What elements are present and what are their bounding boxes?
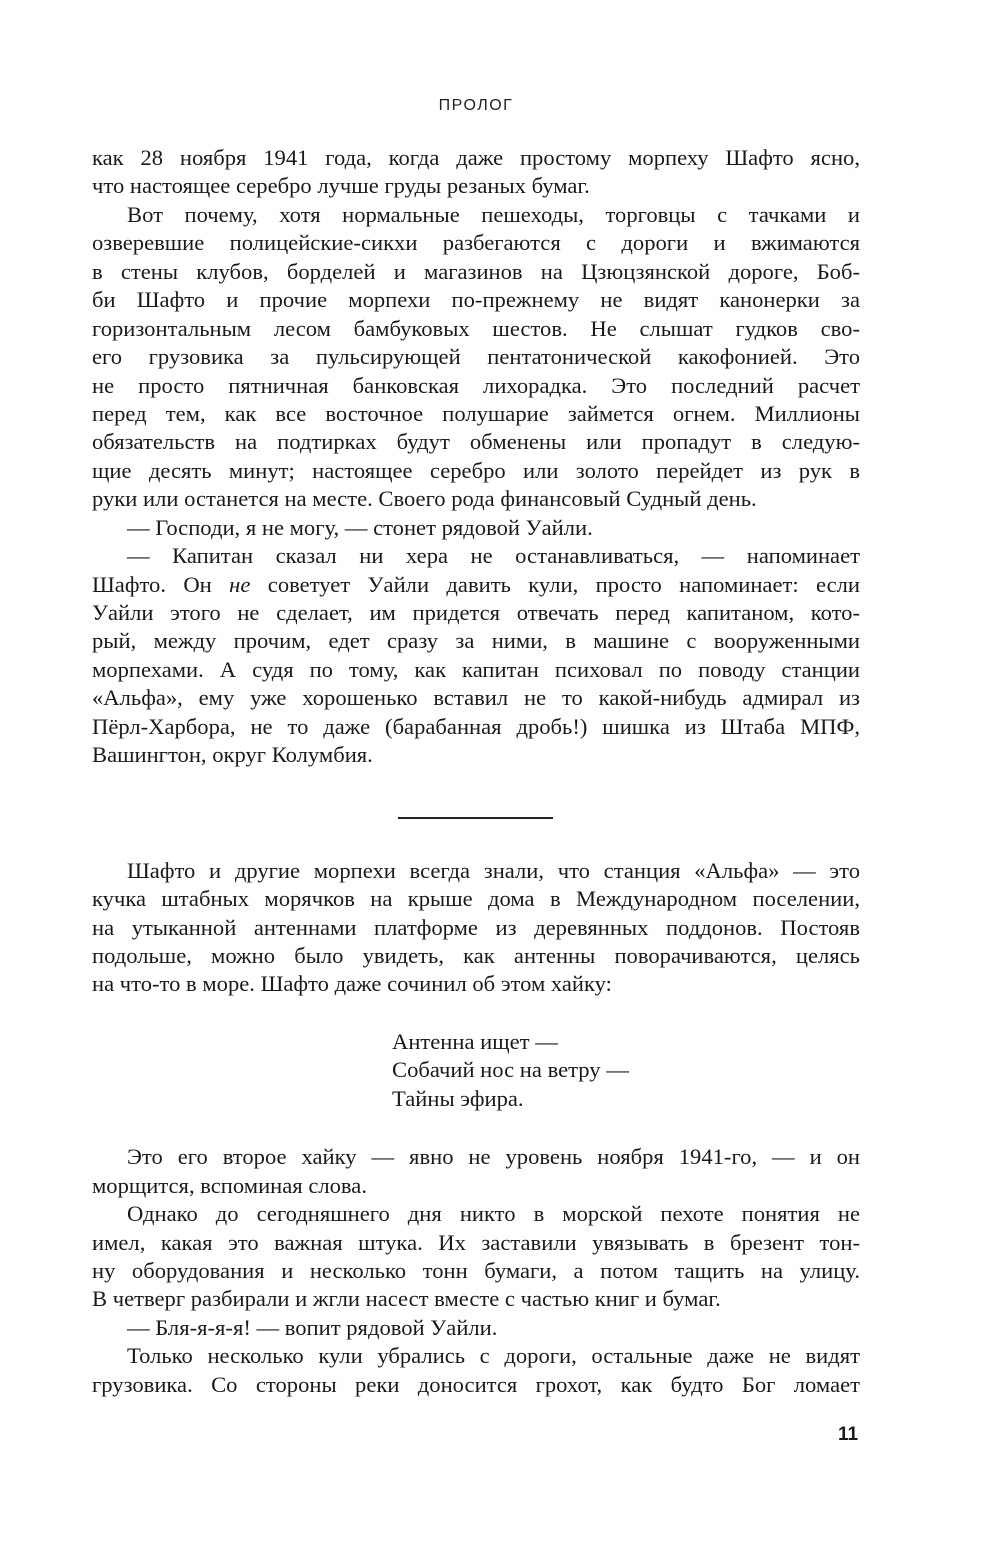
dialogue-line: — Бля-я-я-я! — вопит рядовой Уайли. xyxy=(127,1314,498,1340)
text-line: Вашингтон, округ Колумбия. xyxy=(92,742,373,768)
text-line: как 28 ноября 1941 года, когда даже простому морпеху Шафто ясно, xyxy=(92,145,860,170)
text-line: рый, между прочим, едет сразу за ними, в машине с вооруженными xyxy=(92,628,860,654)
text-line: морпехами. А судя по тому, как капитан психовал по поводу станции xyxy=(92,656,860,682)
poem-line: Антенна ищет — xyxy=(392,1028,558,1054)
poem-line: Тайны эфира. xyxy=(392,1085,524,1111)
text-line: перед тем, как все восточное полушарие займется огнем. Миллионы xyxy=(92,400,860,426)
text-line: руки или останется на месте. Своего рода финансовый Судный день. xyxy=(92,486,757,512)
text-line: на утыканной антеннами платформе из деревянных поддонов. Постояв xyxy=(92,914,860,940)
dialogue-line: — Капитан сказал ни хера не останавливаться, — напоминает xyxy=(127,543,860,569)
text-line: на что-то в море. Шафто даже сочинил об этом хайку: xyxy=(92,971,612,997)
text-line: Шафто и другие морпехи всегда знали, что станция «Альфа» — это xyxy=(127,857,860,883)
page-number: 11 xyxy=(838,1424,859,1445)
text-segment: Шафто. Он xyxy=(92,571,230,597)
text-line: щие десять минут; настоящее серебро или золото перейдет из рук в xyxy=(92,457,860,483)
text-line: морщится, вспоминая слова. xyxy=(92,1172,367,1198)
text-line: не просто пятничная банковская лихорадка. Это последний расчет xyxy=(92,372,860,398)
text-line: В четверг разбирали и жгли насест вместе с частью книг и бумаг. xyxy=(92,1286,721,1312)
text-line: имел, какая это важная штука. Их заставили увязывать в брезент тон- xyxy=(92,1229,860,1255)
text-line: озверевшие полицейские-сикхи разбегаются с дороги и вжимаются xyxy=(92,230,860,256)
text-line: грузовика. Со стороны реки доносится грохот, как будто Бог ломает xyxy=(92,1371,860,1397)
text-line: Пёрл-Харбора, не то даже (барабанная дробь!) шишка из Штаба МПФ, xyxy=(92,713,860,739)
section-divider xyxy=(398,817,553,819)
text-line: Только несколько кули убрались с дороги, остальные даже не видят xyxy=(127,1343,860,1369)
text-line: его грузовика за пульсирующей пентатонической какофонией. Это xyxy=(92,344,860,370)
text-line: «Альфа», ему уже хорошенько вставил не то какой-нибудь адмирал из xyxy=(92,685,860,711)
body-text xyxy=(92,144,860,1399)
text-line: подольше, можно было увидеть, как антенны поворачиваются, целясь xyxy=(92,943,860,968)
running-header: ПРОЛОГ xyxy=(438,97,514,114)
text-line: Однако до сегодняшнего дня никто в морской пехоте понятия не xyxy=(127,1201,860,1227)
poem-line: Собачий нос на ветру — xyxy=(392,1057,629,1083)
text-line: Вот почему, хотя нормальные пешеходы, торговцы с тачками и xyxy=(127,201,860,227)
text-line: в стены клубов, борделей и магазинов на Цзюцзянской дороге, Боб- xyxy=(92,258,860,284)
text-line: ну оборудования и несколько тонн бумаги, а потом тащить на улицу. xyxy=(92,1258,860,1284)
italic-emphasis: не xyxy=(229,571,251,597)
text-line: би Шафто и прочие морпехи по-прежнему не видят канонерки за xyxy=(92,287,860,313)
text-line: Уайли этого не сделает, им придется отвечать перед капитаном, кото- xyxy=(92,600,860,626)
text-line: кучка штабных морячков на крыше дома в Международном поселении, xyxy=(92,886,860,912)
dialogue-line: — Господи, я не могу, — стонет рядовой Уайли. xyxy=(127,514,593,540)
text-segment: советует Уайли давить кули, просто напоминает: если xyxy=(250,571,860,597)
text-line: горизонтальным лесом бамбуковых шестов. Не слышат гудков сво- xyxy=(92,315,860,341)
text-line: Это его второе хайку — явно не уровень ноября 1941-го, — и он xyxy=(127,1144,860,1170)
text-line: что настоящее серебро лучше груды резаных бумаг. xyxy=(92,173,590,199)
text-line: обязательств на подтирках будут обменены или пропадут в следую- xyxy=(92,429,860,455)
text-line xyxy=(92,571,860,599)
